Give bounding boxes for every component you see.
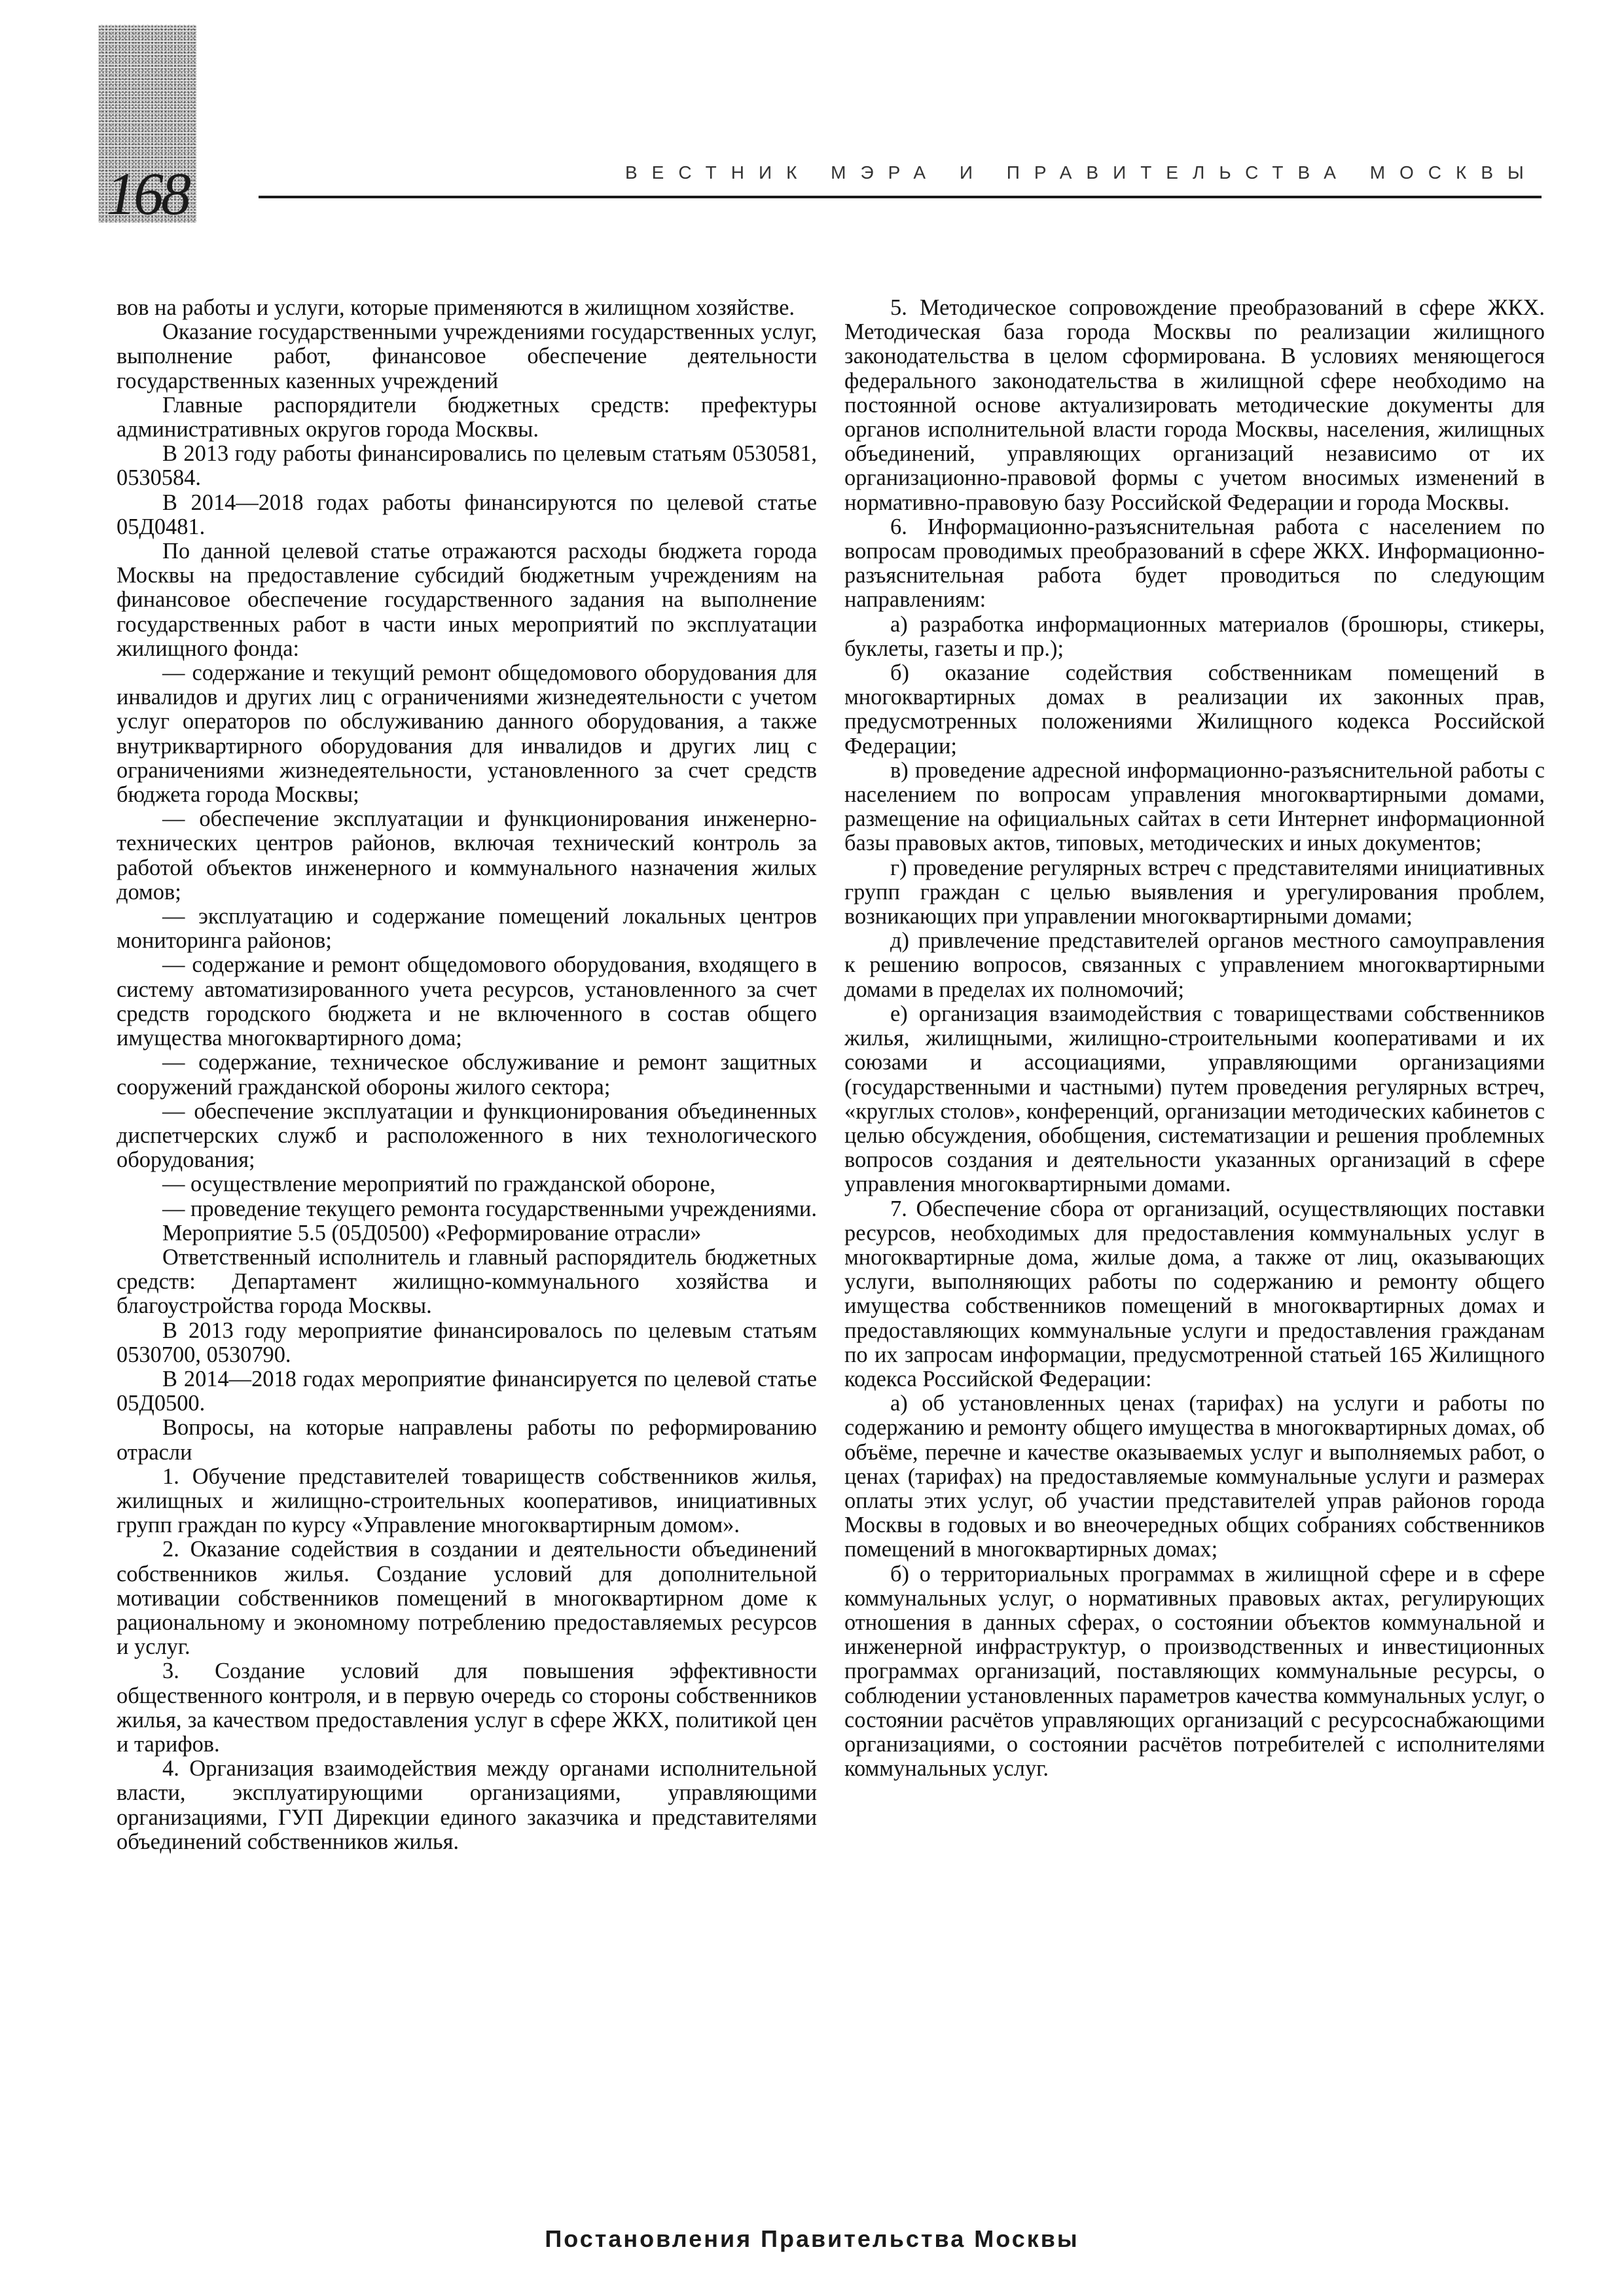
page-number: 168 <box>106 160 189 227</box>
footer-title: Постановления Правительства Москвы <box>545 2225 1079 2252</box>
numbered-item: 6. Информационно-разъяснительная работа с населением по вопросам проводимых преобразований в сфере ЖКХ. Информационно-разъяснительная работа будет проводиться по следующим направлениям: <box>844 514 1545 613</box>
paragraph: В 2014—2018 годах мероприятие финансируется по целевой статье 05Д0500. <box>117 1366 817 1416</box>
list-item: — содержание и текущий ремонт общедомового оборудования для инвалидов и других лиц с ограничениями жизнедеятельности с учетом услуг операторов по обслуживанию данного оборудования, а также внутриквартирного оборудования для инвалидов и других лиц с ограничениями жизнедеятельности, установленного за счет средств бюджета города Москвы; <box>117 660 817 808</box>
numbered-item: 5. Методическое сопровождение преобразований в сфере ЖКХ. Методическая база города Москвы по реализации жилищного законодательства в целом сформирована. В условиях меняющегося федерального законодательства в жилищной сфере необходимо на постоянной основе актуализировать методические документы для органов исполнительной власти города Москвы, населения, жилищных объединений, управляющих организаций независимо от их организационно-правовой формы с учетом вносимых изменений в нормативно-правовую базу Российской Федерации и города Москвы. <box>844 295 1545 515</box>
paragraph: По данной целевой статье отражаются расходы бюджета города Москвы на предоставление субсидий бюджетным учреждениям на финансовое обеспечение государственного задания на выполнение государственных работ в части иных мероприятий по эксплуатации жилищного фонда: <box>117 539 817 661</box>
paragraph: Оказание государственными учреждениями государственных услуг, выполнение работ, финансовое обеспечение деятельности государственных казенных учреждений <box>117 319 817 393</box>
list-item: д) привлечение представителей органов местного самоуправления к решению вопросов, связанных с управлением многоквартирными домами в пределах их полномочий; <box>844 928 1545 1002</box>
paragraph: Вопросы, на которые направлены работы по реформированию отрасли <box>117 1415 817 1465</box>
list-item: в) проведение адресной информационно-разъяснительной работы с населением по вопросам управления многоквартирными домами, размещение на официальных сайтах в сети Интернет информационной базы правовых актов, типовых, методических и иных документов; <box>844 757 1545 856</box>
list-item: а) разработка информационных материалов (брошюры, стикеры, буклеты, газеты и пр.); <box>844 611 1545 661</box>
list-item: — содержание и ремонт общедомового оборудования, входящего в систему автоматизированного учета ресурсов, установленного за счет средств городского бюджета и не включенного в состав общего имущества многоквартирного дома; <box>117 952 817 1051</box>
list-item: г) проведение регулярных встреч с представителями инициативных групп граждан с целью выявления и урегулирования проблем, возникающих при управлении многоквартирными домами; <box>844 855 1545 929</box>
list-item: — проведение текущего ремонта государственными учреждениями. <box>162 1196 817 1221</box>
list-item: б) оказание содействия собственникам помещений в многоквартирных домах в реализации их законных прав, предусмотренных положениями Жилищного кодекса Российской Федерации; <box>844 660 1545 759</box>
numbered-item: 4. Организация взаимодействия между органами исполнительной власти, эксплуатирующими организациями, управляющими организациями, ГУП Дирекции единого заказчика и представителями объединений собственников жилья. <box>117 1756 817 1854</box>
left-column <box>117 296 817 1854</box>
right-column <box>844 296 1545 1781</box>
list-item: — эксплуатацию и содержание помещений локальных центров мониторинга районов; <box>117 904 817 954</box>
numbered-item: 3. Создание условий для повышения эффективности общественного контроля, и в первую очередь со стороны собственников жилья, за качеством предоставления услуг в сфере ЖКХ, политикой цен и тарифов. <box>117 1659 817 1757</box>
list-item: б) о территориальных программах в жилищной сфере и в сфере коммунальных услуг, о нормативных правовых актах, регулирующих отношения в данных сферах, о состоянии объектов коммунальной и инженерной инфраструктур, о производственных и инвестиционных программах организаций, поставляющих коммунальные ресурсы, о соблюдении установленных параметров качества коммунальных услуг, о состоянии расчётов управляющих организаций с ресурсоснабжающими организациями, о состоянии расчётов потребителей с исполнителями коммунальных услуг. <box>844 1561 1545 1782</box>
list-item: — обеспечение эксплуатации и функционирования объединенных диспетчерских служб и расположенного в них технологического оборудования; <box>117 1098 817 1173</box>
paragraph: Ответственный исполнитель и главный распорядитель бюджетных средств: Департамент жилищно-коммунального хозяйства и благоустройства города Москвы. <box>117 1244 817 1319</box>
list-item: — осуществление мероприятий по гражданской обороне, <box>162 1172 716 1197</box>
paragraph: В 2013 году мероприятие финансировалось по целевым статьям 0530700, 0530790. <box>117 1318 817 1367</box>
list-item: — обеспечение эксплуатации и функционирования инженерно-технических центров районов, включая технический контроль за работой объектов инженерного и коммунального назначения жилых домов; <box>117 806 817 905</box>
list-item: а) об установленных ценах (тарифах) на услуги и работы по содержанию и ремонту общего имущества в многоквартирных домах, об объёме, перечне и качестве оказываемых услуг и выполняемых работ, о ценах (тарифах) на предоставляемые коммунальные услуги и размерах оплаты этих услуг, об участии представителей управ районов города Москвы в годовых и во внеочередных общих собраниях собственников помещений в многоквартирных домах; <box>844 1391 1545 1562</box>
list-item: — содержание, техническое обслуживание и ремонт защитных сооружений гражданской обороны жилого сектора; <box>117 1050 817 1100</box>
numbered-item: 1. Обучение представителей товариществ собственников жилья, жилищных и жилищно-строительных кооперативов, инициативных групп граждан по курсу «Управление многоквартирным домом». <box>117 1463 817 1538</box>
paragraph: В 2013 году работы финансировались по целевым статьям 0530581, 0530584. <box>117 441 817 491</box>
numbered-item: 2. Оказание содействия в создании и деятельности объединений собственников жилья. Создание условий для дополнительной мотивации собственников помещений в многоквартирном доме к рациональному и экономному потреблению предоставляемых ресурсов и услуг. <box>117 1537 817 1660</box>
journal-title: ВЕСТНИК МЭРА И ПРАВИТЕЛЬСТВА МОСКВЫ <box>625 162 1538 183</box>
numbered-item: 7. Обеспечение сбора от организаций, осуществляющих поставки ресурсов, необходимых для предоставления коммунальных услуг в многоквартирные дома, жилые дома, а также от лиц, оказывающих услуги, выполняющих работы по содержанию и ремонту общего имущества собственников помещений в многоквартирных домах и предоставляющих коммунальные услуги и предоставления гражданам по их запросам информации, предусмотренной статьей 165 Жилищного кодекса Российской Федерации: <box>844 1196 1545 1391</box>
paragraph: вов на работы и услуги, которые применяются в жилищном хозяйстве. <box>117 295 795 320</box>
list-item: е) организация взаимодействия с товариществами собственников жилья, жилищными, жилищно-строительными кооперативами и их союзами и ассоциациями, управляющими организациями (государственными и частными) путем проведения регулярных встреч, «круглых столов», конференций, организации методических кабинетов с целью обсуждения, обобщения, систематизации и решения проблемных вопросов создания и деятельности указанных организаций в сфере управления многоквартирными домами. <box>844 1001 1545 1197</box>
header-rule <box>259 196 1542 198</box>
paragraph: Главные распорядители бюджетных средств: префектуры административных округов города Москвы. <box>117 392 817 442</box>
paragraph: В 2014—2018 годах работы финансируются по целевой статье 05Д0481. <box>117 490 817 539</box>
section-heading: Мероприятие 5.5 (05Д0500) «Реформирование отрасли» <box>162 1220 702 1246</box>
